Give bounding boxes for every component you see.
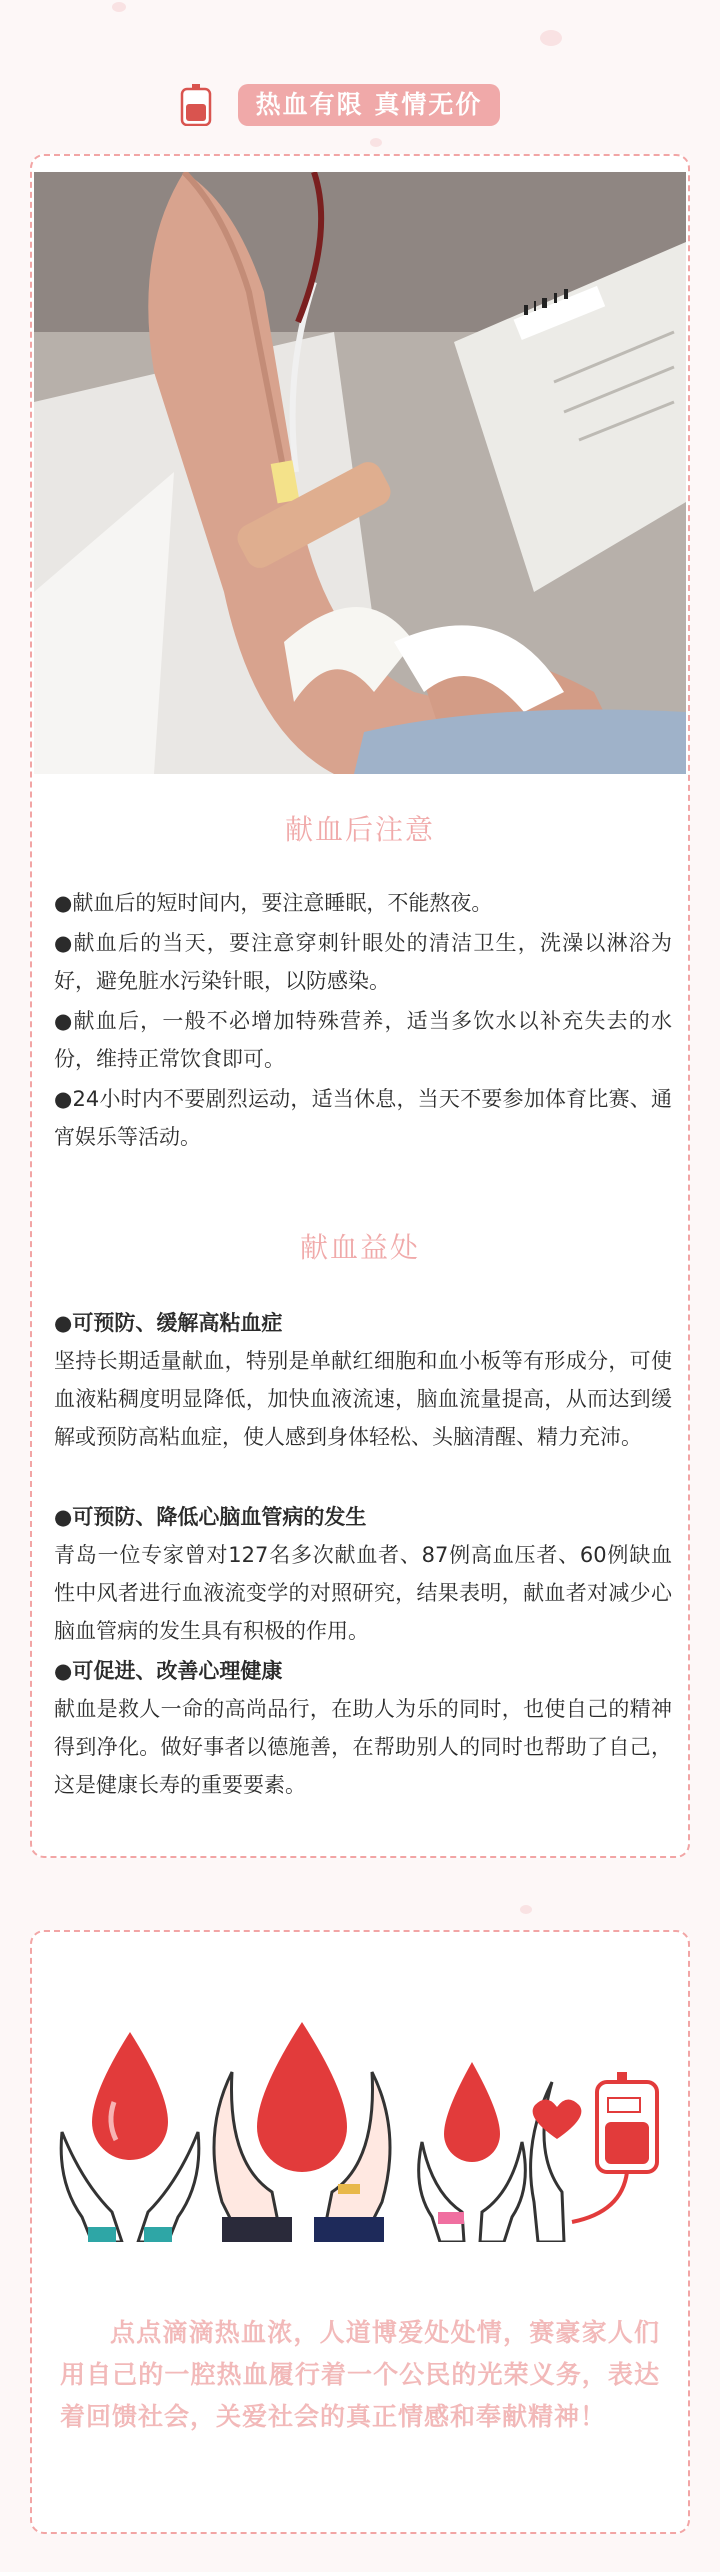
benefit-body: 青岛一位专家曾对127名多次献血者、87例高血压者、60例缺血性中风者进行血液流变学的对照研究，结果表明，献血者对减少心脑血管病的发生具有积极的作用。 (54, 1543, 672, 1643)
benefit-body: 献血是救人一命的高尚品行，在助人为乐的同时，也使自己的精神得到净化。做好事者以德施善，在帮助别人的同时也帮助了自己，这是健康长寿的重要要素。 (54, 1697, 672, 1797)
section-title-benefits: 献血益处 (299, 1231, 420, 1264)
decor-petal (520, 1905, 532, 1914)
slogan-card (30, 1930, 690, 2534)
benefit-body: 坚持长期适量献血，特别是单献红细胞和血小板等有形成分，可使血液粘稠度明显降低，加快血液流速，脑血流量提高，从而达到缓解或预防高粘血症，使人感到身体轻松、头脑清醒、精力充沛。 (54, 1349, 672, 1449)
decor-petal (112, 2, 126, 12)
arm-with-needle-illustration (34, 172, 686, 774)
content-card (30, 154, 690, 1858)
blood-drop-icon (92, 2032, 168, 2160)
decor-petal (370, 138, 382, 147)
blood-drop-icon (444, 2062, 500, 2162)
after-donation-item: ●献血后，一般不必增加特殊营养，适当多饮水以补充失去的水份，维持正常饮食即可。 (54, 1009, 672, 1071)
blood-donation-photo (34, 172, 686, 774)
decor-petal (540, 30, 562, 46)
benefit-heading: ●可促进、改善心理健康 (54, 1659, 283, 1683)
benefit-heading: ●可预防、降低心脑血管病的发生 (54, 1505, 367, 1529)
after-donation-item: ●献血后的短时间内，要注意睡眠，不能熬夜。 (54, 891, 493, 915)
section-title-after-donation: 献血后注意 (284, 813, 435, 846)
slogan-text: 点点滴滴热血浓，人道博爱处处情，赛豪家人们用自己的一腔热血履行着一个公民的光荣义务，表达着回馈社会，关爱社会的真正情感和奉献精神！ (60, 2318, 660, 2431)
hands-and-blood-drops-illustration (52, 2012, 672, 2242)
blood-bag-icon (180, 84, 212, 126)
benefit-heading: ●可预防、缓解高粘血症 (54, 1311, 283, 1335)
blood-drop-icon (257, 2022, 347, 2172)
blood-bag-icon (572, 2072, 657, 2222)
header-title: 热血有限 真情无价 (238, 84, 500, 126)
page-header (0, 78, 720, 130)
after-donation-item: ●献血后的当天，要注意穿刺针眼处的清洁卫生，洗澡以淋浴为好，避免脏水污染针眼，以防感染。 (54, 931, 672, 993)
after-donation-item: ●24小时内不要剧烈运动，适当休息，当天不要参加体育比赛、通宵娱乐等活动。 (54, 1087, 672, 1149)
